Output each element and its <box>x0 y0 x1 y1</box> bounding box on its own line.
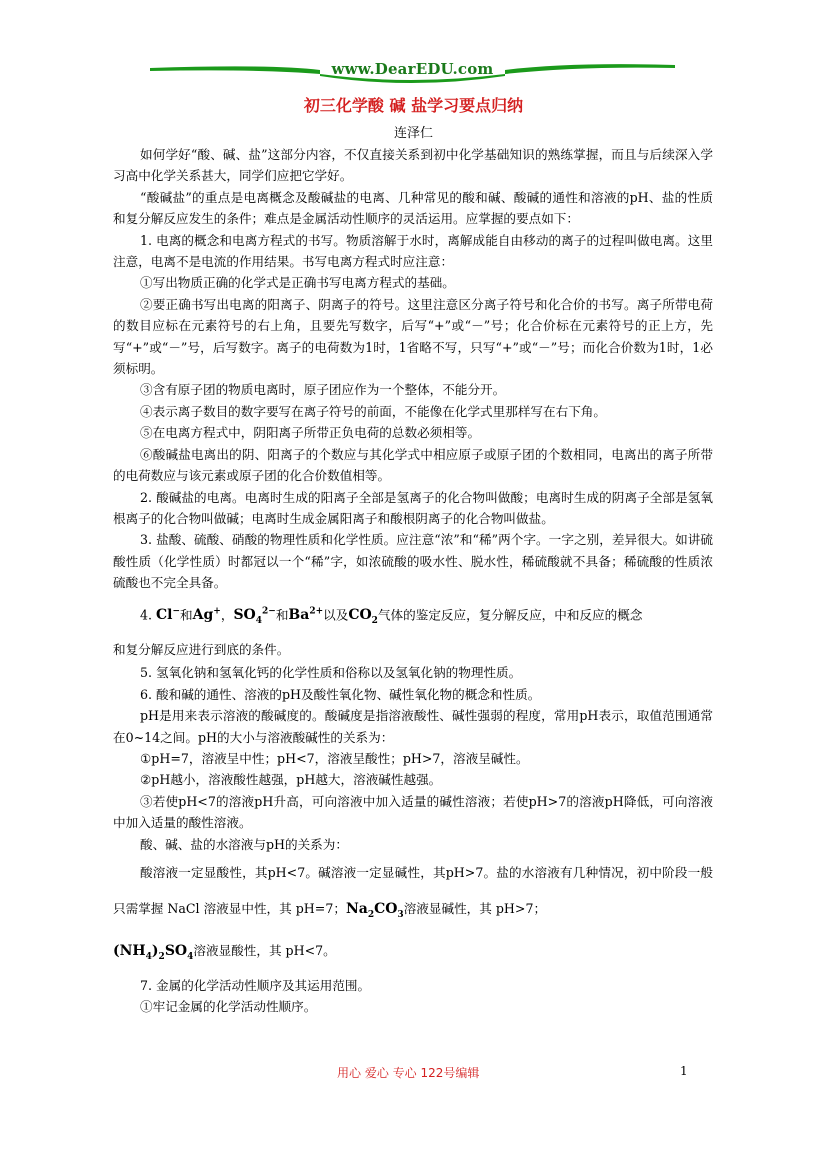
paragraph: ⑥酸碱盐电离出的阴、阳离子的个数应与其化学式中相应原子或原子团的个数相同，电离出的离子所带的电荷数应与该元素或原子团的化合价数值相等。 <box>113 446 713 484</box>
paragraph: 2. 酸碱盐的电离。电离时生成的阳离子全部是氢离子的化合物叫做酸；电离时生成的阴离子全部是氢氧根离子的化合物叫做碱；电离时生成金属阳离子和酸根阴离子的化合物叫做盐。 <box>113 489 713 526</box>
formula-cl: Cl− <box>156 606 181 624</box>
paragraph: 5. 氢氧化钠和氢氧化钙的化学性质和俗称以及氢氧化钠的物理性质。 <box>140 665 522 681</box>
formula-nh4-2so4: $(NH_4)_2SO_4$ <box>113 942 194 962</box>
formula-na2co3: $Na_2CO_3$ <box>345 901 404 920</box>
paragraph: ②pH越小，溶液酸性越强，pH越大，溶液碱性越强。 <box>140 772 442 788</box>
formula-ag: Ag+ <box>192 606 221 624</box>
paragraph: ②要正确书写出电离的阳离子、阴离子的符号。这里注意区分离子符号和化合价的书写。离子所带电荷的数目应标在元素符号的右上角，且要先写数字，后写“+”或“－”号；化合价标在元素符号的正上方，先写“+”或“－”号，后写数字。离子的电荷数为1时，1省略不写，只写“+”或“－”号；而化合价数为1时，1必须标明。 <box>113 296 713 377</box>
page-number: 1 <box>680 1064 688 1078</box>
paragraph: ⑤在电离方程式中，阴阳离子所带正负电荷的总数必须相等。 <box>140 425 481 441</box>
paragraph: ③若使pH<7的溶液pH升高，可向溶液中加入适量的碱性溶液；若使pH>7的溶液pH降低，可向溶液中加入适量的酸性溶液。 <box>113 793 713 831</box>
na2co3-text: 溶液显碱性，其 pH>7； <box>403 901 547 917</box>
connector-text: 和 <box>275 607 289 623</box>
paragraph: ④表示离子数目的数字要写在离子符号的前面，不能像在化学式里那样写在右下角。 <box>140 403 606 419</box>
document-title: 初三化学酸 碱 盐学习要点归纳 <box>303 96 524 115</box>
ph-paragraph <box>113 855 713 933</box>
paragraph: 3. 盐酸、硫酸、硝酸的物理性质和化学性质。应注意“浓”和“稀”两个字。一字之别，差异很大。如讲硫酸性质（化学性质）时都冠以一个“稀”字，如浓硫酸的吸水性、脱水性，稀硫酸就不具备；稀硫酸的性质浓硫酸也不完全具备。 <box>113 532 713 591</box>
item-4-text: 气体的鉴定反应，复分解反应，中和反应的概念 <box>377 607 643 623</box>
site-banner <box>150 56 675 88</box>
formula-ba: $Ba^{2+}$ <box>288 606 324 624</box>
site-url: www.DearEDU.com <box>331 60 494 78</box>
footer-text: 用心 爱心 专心 122号编辑 <box>337 1066 480 1080</box>
connector-text: 和 <box>180 607 193 623</box>
nh4-text: 溶液显酸性，其 pH<7。 <box>193 942 336 958</box>
paragraph: 酸、碱、盐的水溶液与pH的关系为： <box>140 836 348 852</box>
paragraph: pH是用来表示溶液的酸碱度的。酸碱度是指溶液酸性、碱性强弱的程度，常用pH表示，取值范围通常在0~14之间。pH的大小与溶液酸碱性的关系为： <box>113 708 713 745</box>
paragraph: ③含有原子团的物质电离时，原子团应作为一个整体，不能分开。 <box>140 382 506 398</box>
paragraph: 和复分解反应进行到底的条件。 <box>113 641 290 657</box>
nh4-line <box>113 933 713 975</box>
formula-co2: $CO_2$ <box>348 607 378 626</box>
paragraph: 7. 金属的化学活动性顺序及其运用范围。 <box>140 977 371 993</box>
paragraph: “酸碱盐”的重点是电离概念及酸碱盐的电离、几种常见的酸和碱、酸碱的通性和溶液的pH、盐的性质和复分解反应发生的条件；难点是金属活动性顺序的灵活运用。应掌握的要点如下： <box>113 189 713 227</box>
item-number: 4. <box>140 607 157 623</box>
paragraph: 如何学好“酸、碱、盐”这部分内容，不仅直接关系到初中化学基础知识的熟练掌握，而且与后续深入学习高中化学关系甚大，同学们应把它学好。 <box>113 147 713 184</box>
paragraph: ①pH=7，溶液呈中性；pH<7，溶液呈酸性；pH>7，溶液呈碱性。 <box>140 751 529 767</box>
paragraph: ①牢记金属的化学活动性顺序。 <box>140 999 317 1015</box>
connector-text: 以及 <box>323 607 349 623</box>
ph-text: 酸溶液一定显酸性，其pH<7。碱溶液一定显碱性，其pH>7。盐的水溶液有几种情况，初中阶段一般只需掌握 NaCl 溶液显中性，其 pH=7； <box>113 865 713 917</box>
paragraph: 1. 电离的概念和电离方程式的书写。物质溶解于水时，离解成能自由移动的离子的过程叫做电离。这里注意，电离不是电流的作用结果。书写电离方程式时应注意： <box>113 232 713 270</box>
item-4-line <box>113 594 713 639</box>
author-name: 连泽仁 <box>393 126 433 141</box>
paragraph: 6. 酸和碱的通性、溶液的pH及酸性氧化物、碱性氧化物的概念和性质。 <box>140 686 541 702</box>
document-body <box>113 144 713 1017</box>
formula-so4: $SO_4^{2-}$ <box>233 606 276 626</box>
punct: ， <box>220 607 234 623</box>
paragraph: ①写出物质正确的化学式是正确书写电离方程式的基础。 <box>140 275 455 291</box>
